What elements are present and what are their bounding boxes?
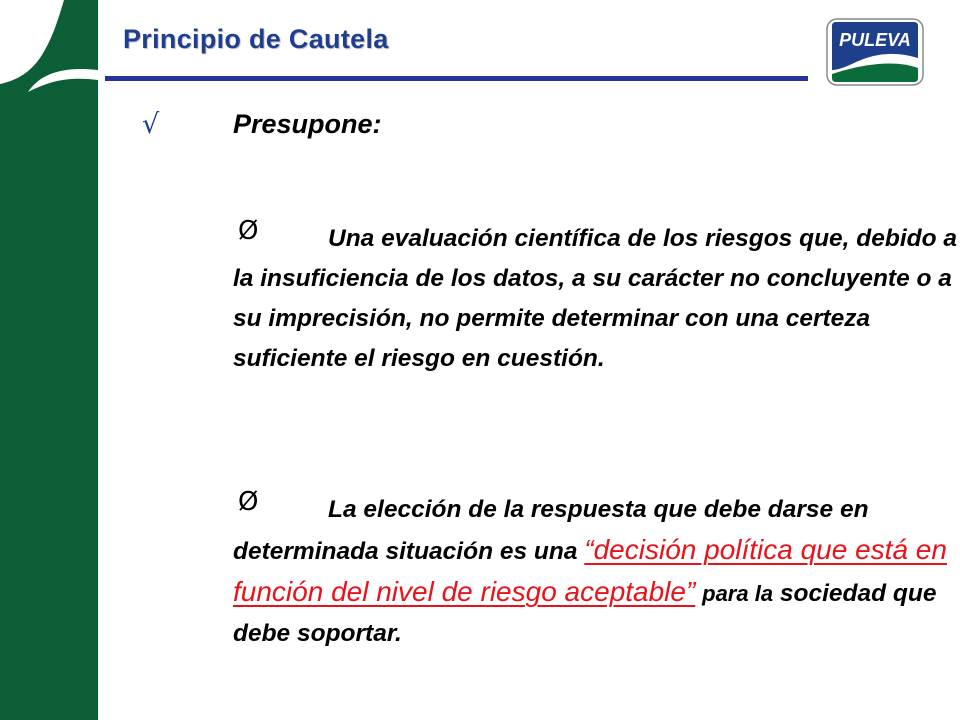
bullet-2-text-mid: para la bbox=[702, 581, 774, 606]
title-underline bbox=[105, 76, 808, 81]
sidebar-band bbox=[0, 0, 98, 720]
arrow-bullet-icon: Ø bbox=[238, 487, 259, 517]
logo-text: PULEVA bbox=[839, 30, 911, 50]
bullet-2-text-start: La elección de la respuesta que debe darse en determinada situación es una bbox=[233, 496, 869, 565]
bullet-2-text-end: sociedad que debe soportar. bbox=[233, 580, 937, 647]
bullet-paragraph-2 bbox=[233, 490, 958, 654]
wave-decoration bbox=[0, 0, 98, 100]
slide-title: Principio de Cautela bbox=[123, 24, 389, 54]
puleva-logo bbox=[826, 18, 924, 86]
bullet-1-text: Una evaluación científica de los riesgos que, debido a la insuficiencia de los datos, a su carácter no concluyente o a su imprecisión, no permite determinar con una certeza suficiente el riesgo en cuestión. bbox=[233, 225, 958, 372]
quote-part-1: “decisión política que está en bbox=[584, 534, 947, 565]
bullet-paragraph-1 bbox=[233, 219, 958, 379]
check-icon: √ bbox=[142, 109, 160, 140]
section-heading: Presupone: bbox=[233, 109, 382, 139]
arrow-bullet-icon: Ø bbox=[238, 216, 259, 246]
quote-part-2: función del nivel de riesgo aceptable” bbox=[233, 576, 696, 607]
